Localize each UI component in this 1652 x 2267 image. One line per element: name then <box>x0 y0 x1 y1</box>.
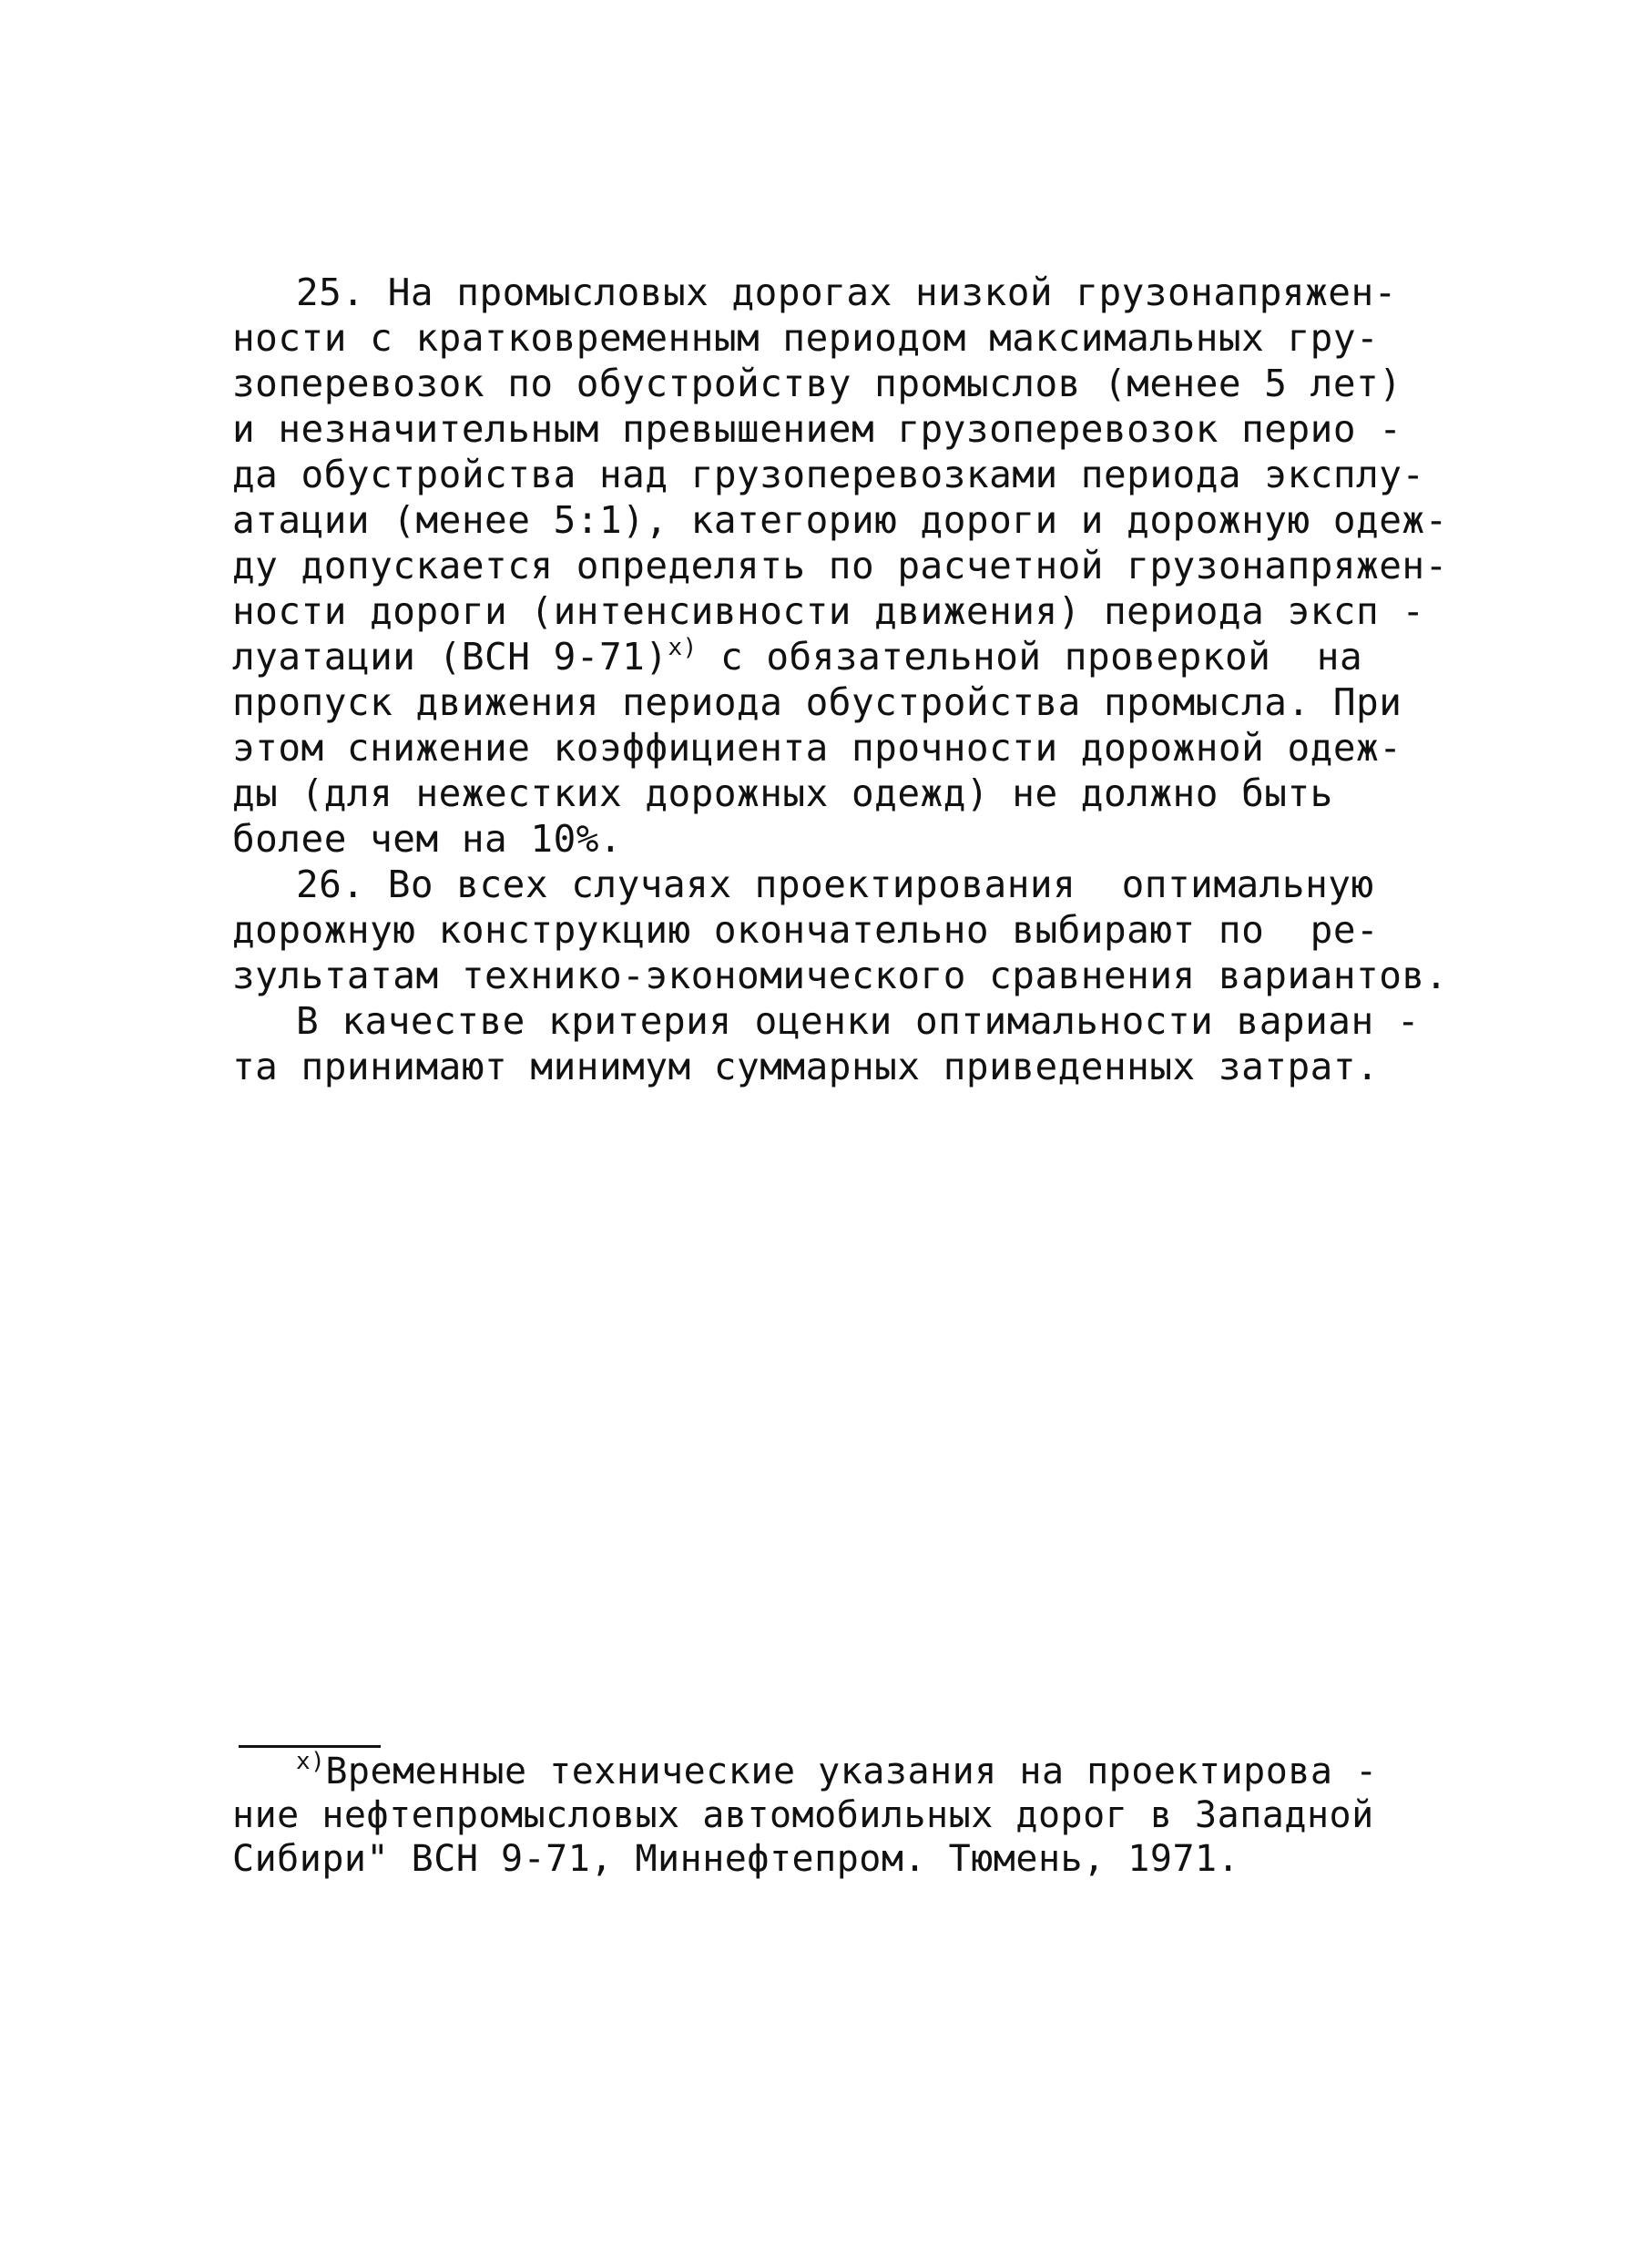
paragraph-25-line: более чем на 10%. <box>232 817 623 861</box>
paragraph-25-line-with-footnote <box>232 634 1434 679</box>
paragraph-26-line: дорожную конструкцию окончательно выбирают по ре- <box>232 908 1380 952</box>
paragraph-25-line-part: с обязательной проверкой на <box>697 635 1363 679</box>
main-text <box>232 270 1448 1089</box>
footnote-mark: x) <box>296 1748 326 1775</box>
paragraph-25-line: атации (менее 5:1), категорию дороги и дорожную одеж- <box>232 498 1448 542</box>
paragraph-25-line: 25. На промысловых дорогах низкой грузонапряжен- <box>296 271 1397 314</box>
paragraph-25-line-part: луатации (ВСН 9-71) <box>232 635 668 679</box>
paragraph-25-line: этом снижение коэффициента прочности дорожной одеж- <box>232 726 1402 770</box>
footnote-line: ние нефтепромысловых автомобильных дорог в Западной <box>232 1794 1374 1836</box>
paragraph-26-line: та принимают минимум суммарных приведенных затрат. <box>232 1045 1380 1088</box>
paragraph-25-line: ды (для нежестких дорожных одежд) не должно быть <box>232 771 1333 815</box>
footnote-line-text: Временные технические указания на проектирова - <box>325 1751 1378 1792</box>
paragraph-25-line: ности с кратковременным периодом максимальных гру- <box>232 316 1380 360</box>
footnote-line <box>232 1750 1434 1793</box>
paragraph-25-line: ности дороги (интенсивности движения) периода эксп - <box>232 589 1425 633</box>
paragraph-26-line: В качестве критерия оценки оптимальности вариан - <box>296 999 1421 1043</box>
paragraph-25-line: ду допускается определять по расчетной грузонапряжен- <box>232 544 1448 587</box>
paragraph-26-line: 26. Во всех случаях проектирования оптимальную <box>296 863 1374 906</box>
paragraph-25-line: зоперевозок по обустройству промыслов (менее 5 лет) <box>232 362 1402 405</box>
paragraph-25-line: пропуск движения периода обустройства промысла. При <box>232 680 1402 724</box>
paragraph-25-line: и незначительным превышением грузоперевозок перио - <box>232 407 1402 451</box>
paragraph-25-line: да обустройства над грузоперевозками периода эксплу- <box>232 453 1425 496</box>
footnote <box>232 1750 1434 1881</box>
footnote-reference-mark: x) <box>668 634 698 661</box>
footnote-line: Сибири" ВСН 9-71, Миннефтепром. Тюмень, 1971. <box>232 1838 1240 1880</box>
paragraph-26-line: зультатам технико-экономического сравнения вариантов. <box>232 954 1448 997</box>
